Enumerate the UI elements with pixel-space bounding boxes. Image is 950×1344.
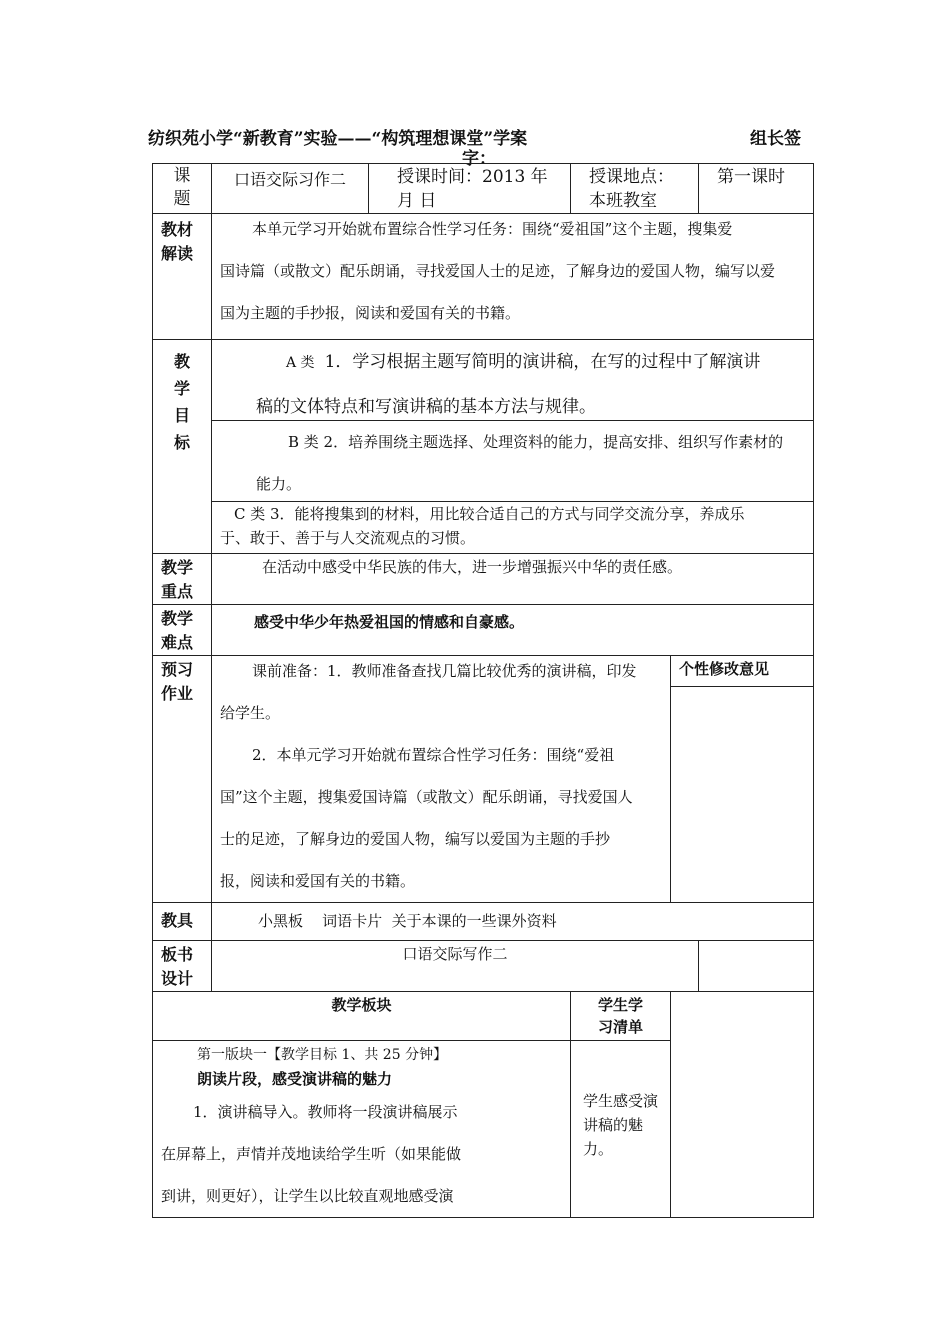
row-block-one: 第一版块一【教学目标 1、共 25 分钟】 朗读片段，感受演讲稿的魅力 1．演讲稿导入。教师将一段演讲稿展示 在屏幕上，声情并茂地读给学生听（如果能做 到讲，则更好），让学生以比较直观地感受演 学生感受演讲稿的魅 力。 bbox=[153, 1041, 814, 1218]
goals-label: 教 bbox=[173, 352, 190, 371]
goal-b: B 类 2．培养围绕主题选择、处理资料的能力，提高安排、组织写作素材的 bbox=[288, 433, 784, 451]
prep-label: 预习 bbox=[161, 660, 194, 679]
goal-a: A 类 1．学习根据主题写简明的演讲稿，在写的过程中了解演讲 bbox=[286, 352, 761, 372]
block-one-subheading: 朗读片段，感受演讲稿的魅力 bbox=[197, 1070, 393, 1088]
row-board-design: 板书 设计 口语交际写作二 bbox=[153, 941, 814, 992]
time-cell: 授课时间：2013 年 月 日 bbox=[369, 164, 571, 214]
key-text: 在活动中感受中华民族的伟大，进一步增强振兴中华的责任感。 bbox=[262, 558, 683, 576]
block-one-heading: 第一版块一【教学目标 1、共 25 分钟】 bbox=[197, 1047, 448, 1063]
lesson-plan-table bbox=[152, 163, 814, 1218]
blank-side-column bbox=[671, 992, 814, 1218]
student-checklist-header: 学生学 bbox=[597, 996, 643, 1014]
reading-label: 教材 bbox=[161, 220, 194, 239]
topic-value: 口语交际习作二 bbox=[234, 170, 347, 189]
teaching-blocks-header: 教学板块 bbox=[331, 996, 392, 1014]
block-one-text: 1．演讲稿导入。教师将一段演讲稿展示 bbox=[193, 1103, 458, 1121]
row-key-point: 教学 重点 在活动中感受中华民族的伟大，进一步增强振兴中华的责任感。 bbox=[153, 554, 814, 605]
board-text: 口语交际写作二 bbox=[402, 945, 508, 963]
tools-label: 教具 bbox=[161, 911, 194, 930]
row-teaching-tools bbox=[153, 903, 814, 941]
period-value: 第一课时 bbox=[717, 167, 785, 187]
place-cell: 授课地点： 本班教室 bbox=[571, 164, 699, 214]
leader-sign-label: 组长签 bbox=[750, 129, 801, 149]
reading-text: 本单元学习开始就布置综合性学习任务：围绕“爱祖国”这个主题，搜集爱 bbox=[252, 220, 733, 238]
tools-text: 小黑板 词语卡片 关于本课的一些课外资料 bbox=[258, 912, 557, 930]
row-topic bbox=[153, 164, 814, 214]
key-label: 教学 bbox=[161, 558, 194, 577]
difficult-text: 感受中华少年热爱祖国的情感和自豪感。 bbox=[254, 613, 525, 631]
block-one-checklist: 学生感受演讲稿的魅 bbox=[583, 1092, 659, 1134]
personal-revision-title: 个性修改意见 bbox=[671, 656, 813, 687]
prep-text: 课前准备：1．教师准备查找几篇比较优秀的演讲稿，印发 bbox=[252, 662, 637, 680]
time-label: 授课时间：2013 年 bbox=[397, 167, 548, 187]
topic-value-cell bbox=[212, 164, 369, 214]
leader-sign-label-cont: 字： bbox=[462, 149, 496, 169]
place-label: 授课地点： bbox=[589, 167, 674, 187]
row-textbook-reading: 教材 解读 本单元学习开始就布置综合性学习任务：围绕“爱祖国”这个主题，搜集爱 国诗篇（或散文）配乐朗诵，寻找爱国人士的足迹，了解身边的爱国人物，编写以爱 国为主题的手抄报，阅读和爱国有关的书籍。 bbox=[153, 214, 814, 340]
row-teaching-goals: 教 学 目 标 A 类 1．学习根据主题写简明的演讲稿，在写的过程中了解演讲 稿的文体特点和写演讲稿的基本方法与规律。 B 类 2．培养围绕主题选择、处理资料的能力，提高安排、组织写作素材的 能力。 C 类 3．能将搜集到的材料，用比较合适自己的方式与同学交流分享，养成乐 于、敢于、善于与人交流观点的习惯。 bbox=[153, 340, 814, 554]
board-label: 板书 bbox=[161, 945, 194, 964]
goal-c: C 类 3．能将搜集到的材料，用比较合适自己的方式与同学交流分享，养成乐 bbox=[234, 505, 745, 523]
row-preview-homework: 预习 作业 课前准备：1．教师准备查找几篇比较优秀的演讲稿，印发 给学生。 2．本单元学习开始就布置综合性学习任务：围绕“爱祖 国”这个主题，搜集爱国诗篇（或散文）配乐朗诵，寻找爱国人 士的足迹，了解身边的爱国人物，编写以爱国为主题的手抄 报，阅读和爱国有关的书籍。 个性修改意见 bbox=[153, 656, 814, 903]
topic-label-cell: 课 题 bbox=[153, 164, 212, 214]
row-block-headers: 教学板块 学生学 习清单 bbox=[153, 992, 814, 1041]
row-difficult-point: 教学 难点 感受中华少年热爱祖国的情感和自豪感。 bbox=[153, 605, 814, 656]
period-cell bbox=[699, 164, 814, 214]
page-title: 纺织苑小学“新教育”实验——“构筑理想课堂”学案 bbox=[148, 129, 528, 149]
difficult-label: 教学 bbox=[161, 609, 194, 628]
topic-label: 课 bbox=[173, 166, 191, 186]
